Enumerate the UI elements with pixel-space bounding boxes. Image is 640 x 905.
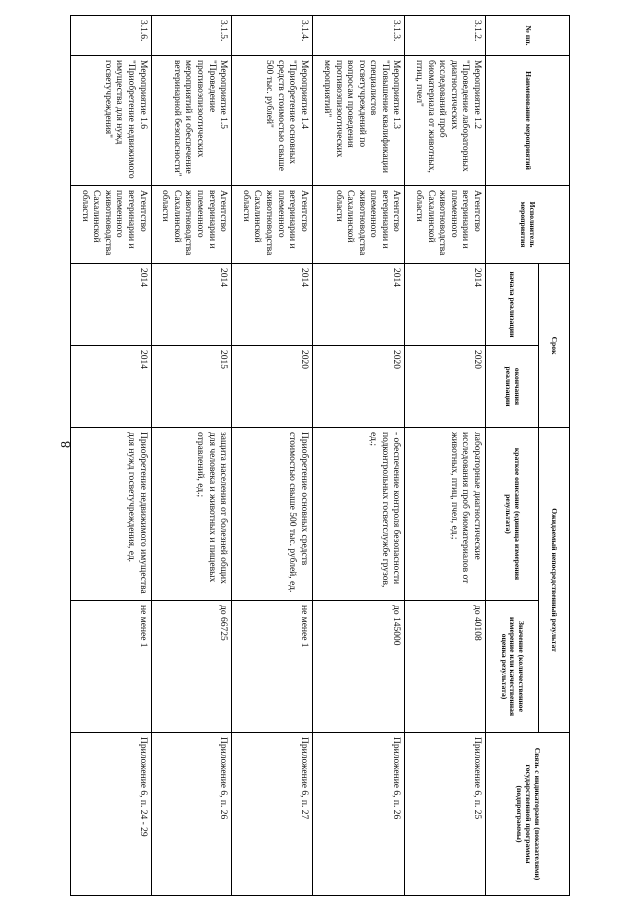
header-executor: Исполнитель мероприятия xyxy=(486,186,570,264)
row-indicator-link: Приложение 6, п. 24 - 29 xyxy=(71,733,152,896)
header-name: Наименование мероприятий xyxy=(486,56,570,186)
row-indicator-link: Приложение 6, п. 25 xyxy=(405,733,486,896)
header-term: Срок xyxy=(539,264,570,428)
row-start-year: 2014 xyxy=(232,264,313,346)
page-number: 8 xyxy=(59,441,74,448)
header-term-start: начала реализации xyxy=(486,264,539,346)
row-end-year: 2020 xyxy=(312,346,405,428)
header-no: № пп. xyxy=(486,16,570,56)
header-term-end: окончания реализации xyxy=(486,346,539,428)
header-result: Ожидаемый непосредственный результат xyxy=(539,428,570,733)
row-number: 3.1.2. xyxy=(405,16,486,56)
table-row xyxy=(312,16,405,896)
row-result-value: до 145000 xyxy=(312,601,405,733)
row-end-year: 2015 xyxy=(151,346,232,428)
row-executor: Агентство ветеринарии и племенного животноводства Сахалинской области xyxy=(151,186,232,264)
row-result-value: до 66725 xyxy=(151,601,232,733)
row-measure-name: Мероприятие 1.6 "Приобретение недвижимого имущества для нужд госветучреждения" xyxy=(71,56,152,186)
row-result-value: не менее 1 xyxy=(71,601,152,733)
table-row xyxy=(232,16,313,896)
header-link: Связь с индикаторами (показателями) государственной программы (подпрограммы) xyxy=(486,733,570,896)
row-executor: Агентство ветеринарии и племенного животноводства Сахалинской области xyxy=(312,186,405,264)
row-measure-name: Мероприятие 1.3 "Повышение квалификации специалистов госветучреждений по вопросам проведения противоэпизоотических мероприятий" xyxy=(312,56,405,186)
row-result-description: Приобретение основных средств стоимостью свыше 500 тыс. рублей, ед. xyxy=(232,428,313,601)
row-number: 3.1.4. xyxy=(232,16,313,56)
measures-table-sheet xyxy=(70,15,570,895)
row-result-description: защита населения от болезней общих для человека и животных и пищевых отравлений, ед.; xyxy=(151,428,232,601)
row-executor: Агентство ветеринарии и племенного животноводства Сахалинской области xyxy=(405,186,486,264)
row-measure-name: Мероприятие 1.4 "Приобретение основных средств стоимостью свыше 500 тыс. рублей" xyxy=(232,56,313,186)
row-result-description: лабораторные диагностические исследования проб биоматериалов от животных, птиц, пчел, ед.; xyxy=(405,428,486,601)
row-executor: Агентство ветеринарии и племенного животноводства Сахалинской области xyxy=(71,186,152,264)
row-number: 3.1.6. xyxy=(71,16,152,56)
row-measure-name: Мероприятие 1.5 "Проведение противоэпизоотических мероприятий и обеспечение ветеринарной безопасности" xyxy=(151,56,232,186)
row-indicator-link: Приложение 6, п. 26 xyxy=(312,733,405,896)
row-start-year: 2014 xyxy=(312,264,405,346)
header-result-desc: краткое описание (единица измерения результата) xyxy=(486,428,539,601)
row-end-year: 2020 xyxy=(405,346,486,428)
row-result-value: до 40108 xyxy=(405,601,486,733)
table-row xyxy=(151,16,232,896)
row-result-description: Приобретение недвижимого имущества для нужд госветучреждения, ед. xyxy=(71,428,152,601)
row-executor: Агентство ветеринарии и племенного животноводства Сахалинской области xyxy=(232,186,313,264)
row-start-year: 2014 xyxy=(151,264,232,346)
row-measure-name: Мероприятие 1.2 "Проведение лабораторных диагностических исследований проб биоматериала от животных, птиц, пчел" xyxy=(405,56,486,186)
table-row xyxy=(71,16,152,896)
row-end-year: 2014 xyxy=(71,346,152,428)
row-start-year: 2014 xyxy=(71,264,152,346)
row-indicator-link: Приложение 6, п. 26 xyxy=(151,733,232,896)
row-result-value: не менее 1 xyxy=(232,601,313,733)
table-row xyxy=(405,16,486,896)
row-result-description: - обеспечение контроля безопасности подконтрольных госветслужбе грузов, ед.; xyxy=(312,428,405,601)
row-number: 3.1.5. xyxy=(151,16,232,56)
measures-table xyxy=(70,15,570,896)
header-result-value: Значение (количественное измерение или качественная оценка результата) xyxy=(486,601,539,733)
row-start-year: 2014 xyxy=(405,264,486,346)
row-number: 3.1.3. xyxy=(312,16,405,56)
row-indicator-link: Приложение 6, п. 27 xyxy=(232,733,313,896)
row-end-year: 2020 xyxy=(232,346,313,428)
